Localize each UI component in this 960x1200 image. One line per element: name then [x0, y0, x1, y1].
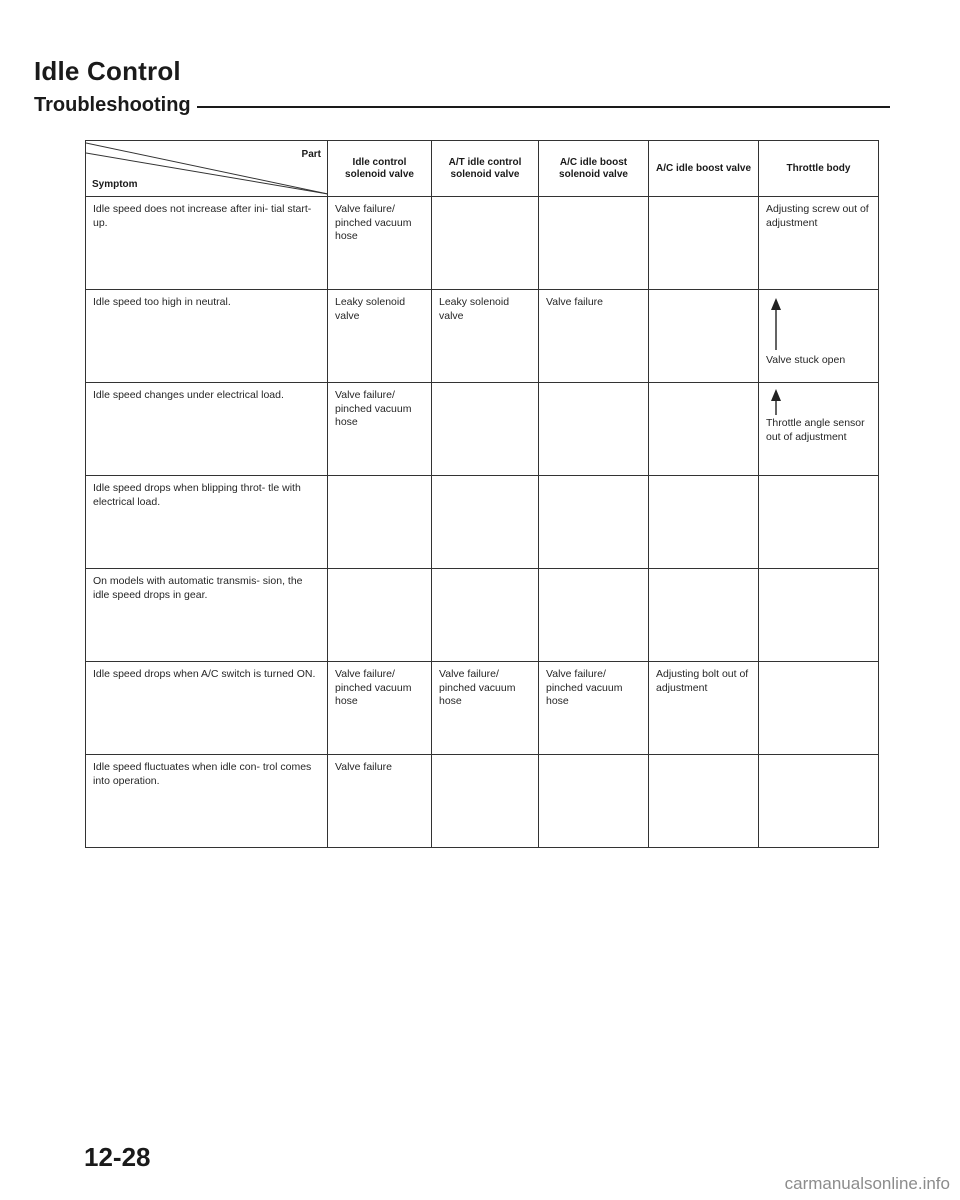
- symptom-cell: Idle speed changes under electrical load.: [86, 383, 328, 476]
- table-cell: Adjusting bolt out of adjustment: [649, 662, 759, 755]
- table-cell: Valve failure/ pinched vacuum hose: [328, 383, 432, 476]
- symptom-cell: Idle speed fluctuates when idle con- trol comes into operation.: [86, 755, 328, 848]
- table-cell: [649, 290, 759, 383]
- table-cell: Valve failure/ pinched vacuum hose: [539, 662, 649, 755]
- column-header-ac-idle-boost-solenoid-valve: A/C idle boost solenoid valve: [539, 141, 649, 197]
- table-cell: [328, 569, 432, 662]
- symptom-cell: Idle speed does not increase after ini- tial start-up.: [86, 197, 328, 290]
- table-row: [86, 569, 879, 662]
- arrow-cell-text: Throttle angle sensor out of adjustment: [766, 417, 865, 443]
- table-row: [86, 476, 879, 569]
- symptom-cell: Idle speed too high in neutral.: [86, 290, 328, 383]
- corner-symptom-label: Symptom: [92, 179, 138, 190]
- page-title: Idle Control: [34, 56, 181, 86]
- table-cell: [649, 569, 759, 662]
- arrow-up-icon: [770, 389, 782, 415]
- table-cell: Valve failure: [328, 755, 432, 848]
- table-cell: Leaky solenoid valve: [328, 290, 432, 383]
- arrow-cell-text: Valve stuck open: [766, 354, 846, 366]
- table-cell: [759, 383, 879, 476]
- column-header-at-idle-control-solenoid-valve: A/T idle control solenoid valve: [432, 141, 539, 197]
- page-number: 12-28: [84, 1142, 151, 1172]
- table-cell: [539, 383, 649, 476]
- table-cell: [649, 383, 759, 476]
- table-row: [86, 197, 879, 290]
- corner-part-label: Part: [301, 149, 321, 160]
- table-cell: [759, 290, 879, 383]
- watermark: carmanualsonline.info: [784, 1174, 950, 1193]
- table-cell: [539, 569, 649, 662]
- table-row: [86, 755, 879, 848]
- table-cell: [649, 197, 759, 290]
- table-cell: Valve failure/ pinched vacuum hose: [328, 662, 432, 755]
- corner-header-cell: [86, 141, 328, 197]
- table-row: [86, 383, 879, 476]
- table-cell: [539, 755, 649, 848]
- table-cell: [432, 476, 539, 569]
- table-cell: [759, 569, 879, 662]
- section-title: Troubleshooting: [34, 93, 191, 116]
- table-cell: [759, 662, 879, 755]
- header-row: [86, 141, 879, 197]
- table-cell: Leaky solenoid valve: [432, 290, 539, 383]
- table-cell: [759, 755, 879, 848]
- table-cell: Valve failure/ pinched vacuum hose: [432, 662, 539, 755]
- section-rule: [197, 106, 890, 108]
- arrow-up-icon: [770, 298, 782, 350]
- table-cell: [759, 476, 879, 569]
- table-row: [86, 290, 879, 383]
- column-header-idle-control-solenoid-valve: Idle control solenoid valve: [328, 141, 432, 197]
- troubleshooting-table: [85, 140, 879, 848]
- symptom-cell: On models with automatic transmis- sion, the idle speed drops in gear.: [86, 569, 328, 662]
- table-cell: Valve failure/ pinched vacuum hose: [328, 197, 432, 290]
- table-cell: [432, 197, 539, 290]
- table-cell: [649, 476, 759, 569]
- table-cell: [432, 569, 539, 662]
- table-cell: [432, 755, 539, 848]
- section-header: [34, 90, 890, 120]
- table-cell: [432, 383, 539, 476]
- column-header-ac-idle-boost-valve: A/C idle boost valve: [649, 141, 759, 197]
- symptom-cell: Idle speed drops when A/C switch is turned ON.: [86, 662, 328, 755]
- table-cell: [539, 476, 649, 569]
- table-cell: Valve failure: [539, 290, 649, 383]
- symptom-cell: Idle speed drops when blipping throt- tle with electrical load.: [86, 476, 328, 569]
- column-header-throttle-body: Throttle body: [759, 141, 879, 197]
- table-cell: [328, 476, 432, 569]
- table-cell: Adjusting screw out of adjustment: [759, 197, 879, 290]
- table-cell: [539, 197, 649, 290]
- table-cell: [649, 755, 759, 848]
- table-row: [86, 662, 879, 755]
